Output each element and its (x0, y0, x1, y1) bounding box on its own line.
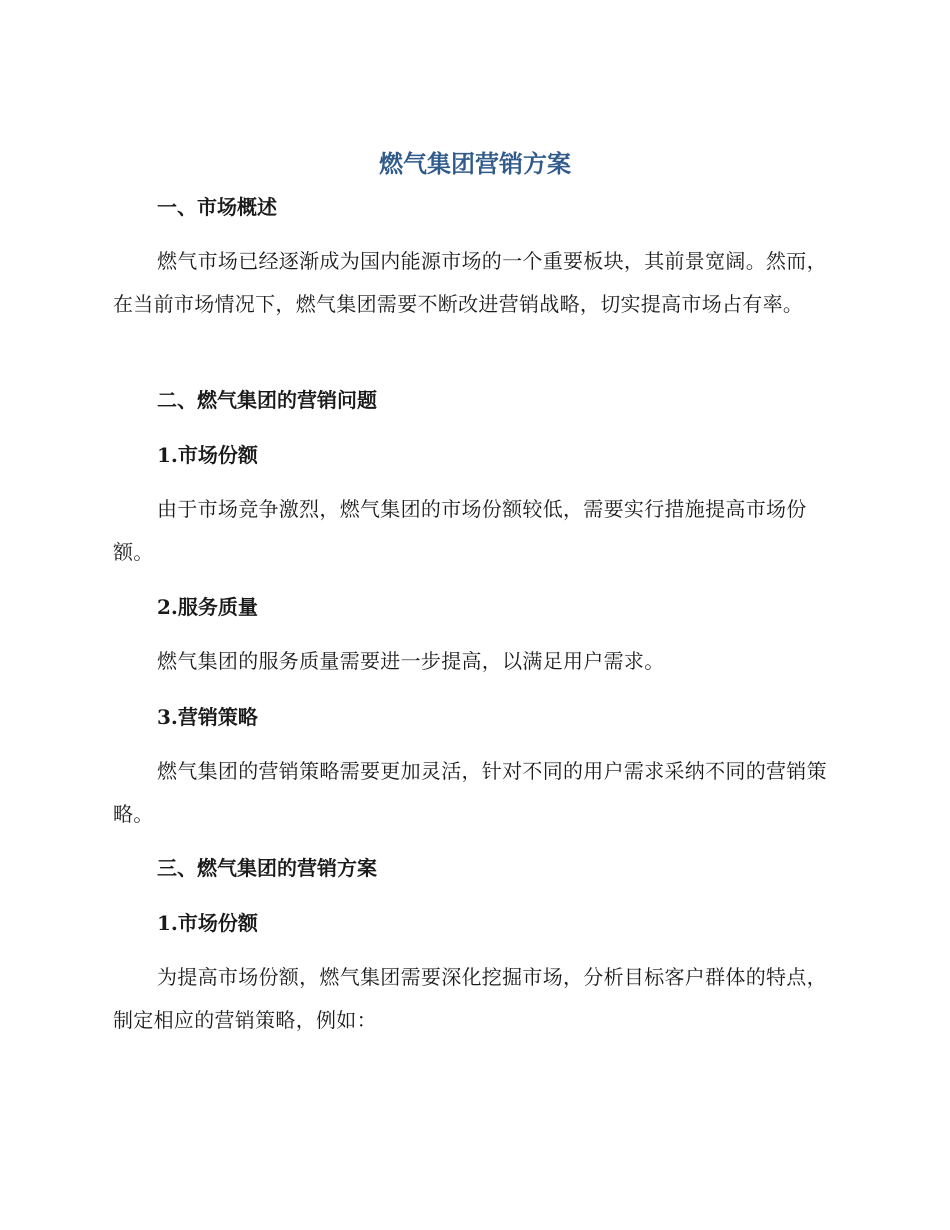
paragraph-marketing-strategy: 燃气集团的营销策略需要更加灵活，针对不同的用户需求采纳不同的营销策略。 (113, 759, 827, 826)
subheading-service-quality: 2.服务质量 (157, 595, 258, 619)
subheading-marketing-strategy: 3.营销策略 (157, 705, 258, 729)
subheading-market-share: 1.市场份额 (157, 443, 258, 467)
subheading-plan-market-share: 1.市场份额 (157, 911, 258, 935)
section-heading-marketing-problems: 二、燃气集团的营销问题 (157, 388, 377, 412)
paragraph-plan-market-share: 为提高市场份额，燃气集团需要深化挖掘市场，分析目标客户群体的特点，制定相应的营销策略，例如： (113, 965, 827, 1032)
paragraph-market-overview: 燃气市场已经逐渐成为国内能源市场的一个重要板块，其前景宽阔。然而，在当前市场情况下，燃气集团需要不断改进营销战略，切实提高市场占有率。 (113, 249, 827, 316)
section-heading-marketing-plan: 三、燃气集团的营销方案 (157, 856, 377, 880)
section-heading-market-overview: 一、市场概述 (157, 195, 277, 219)
paragraph-service-quality: 燃气集团的服务质量需要进一步提高，以满足用户需求。 (157, 649, 665, 673)
paragraph-market-share: 由于市场竞争激烈，燃气集团的市场份额较低，需要实行措施提高市场份额。 (113, 497, 807, 564)
document-title: 燃气集团营销方案 (379, 149, 571, 178)
